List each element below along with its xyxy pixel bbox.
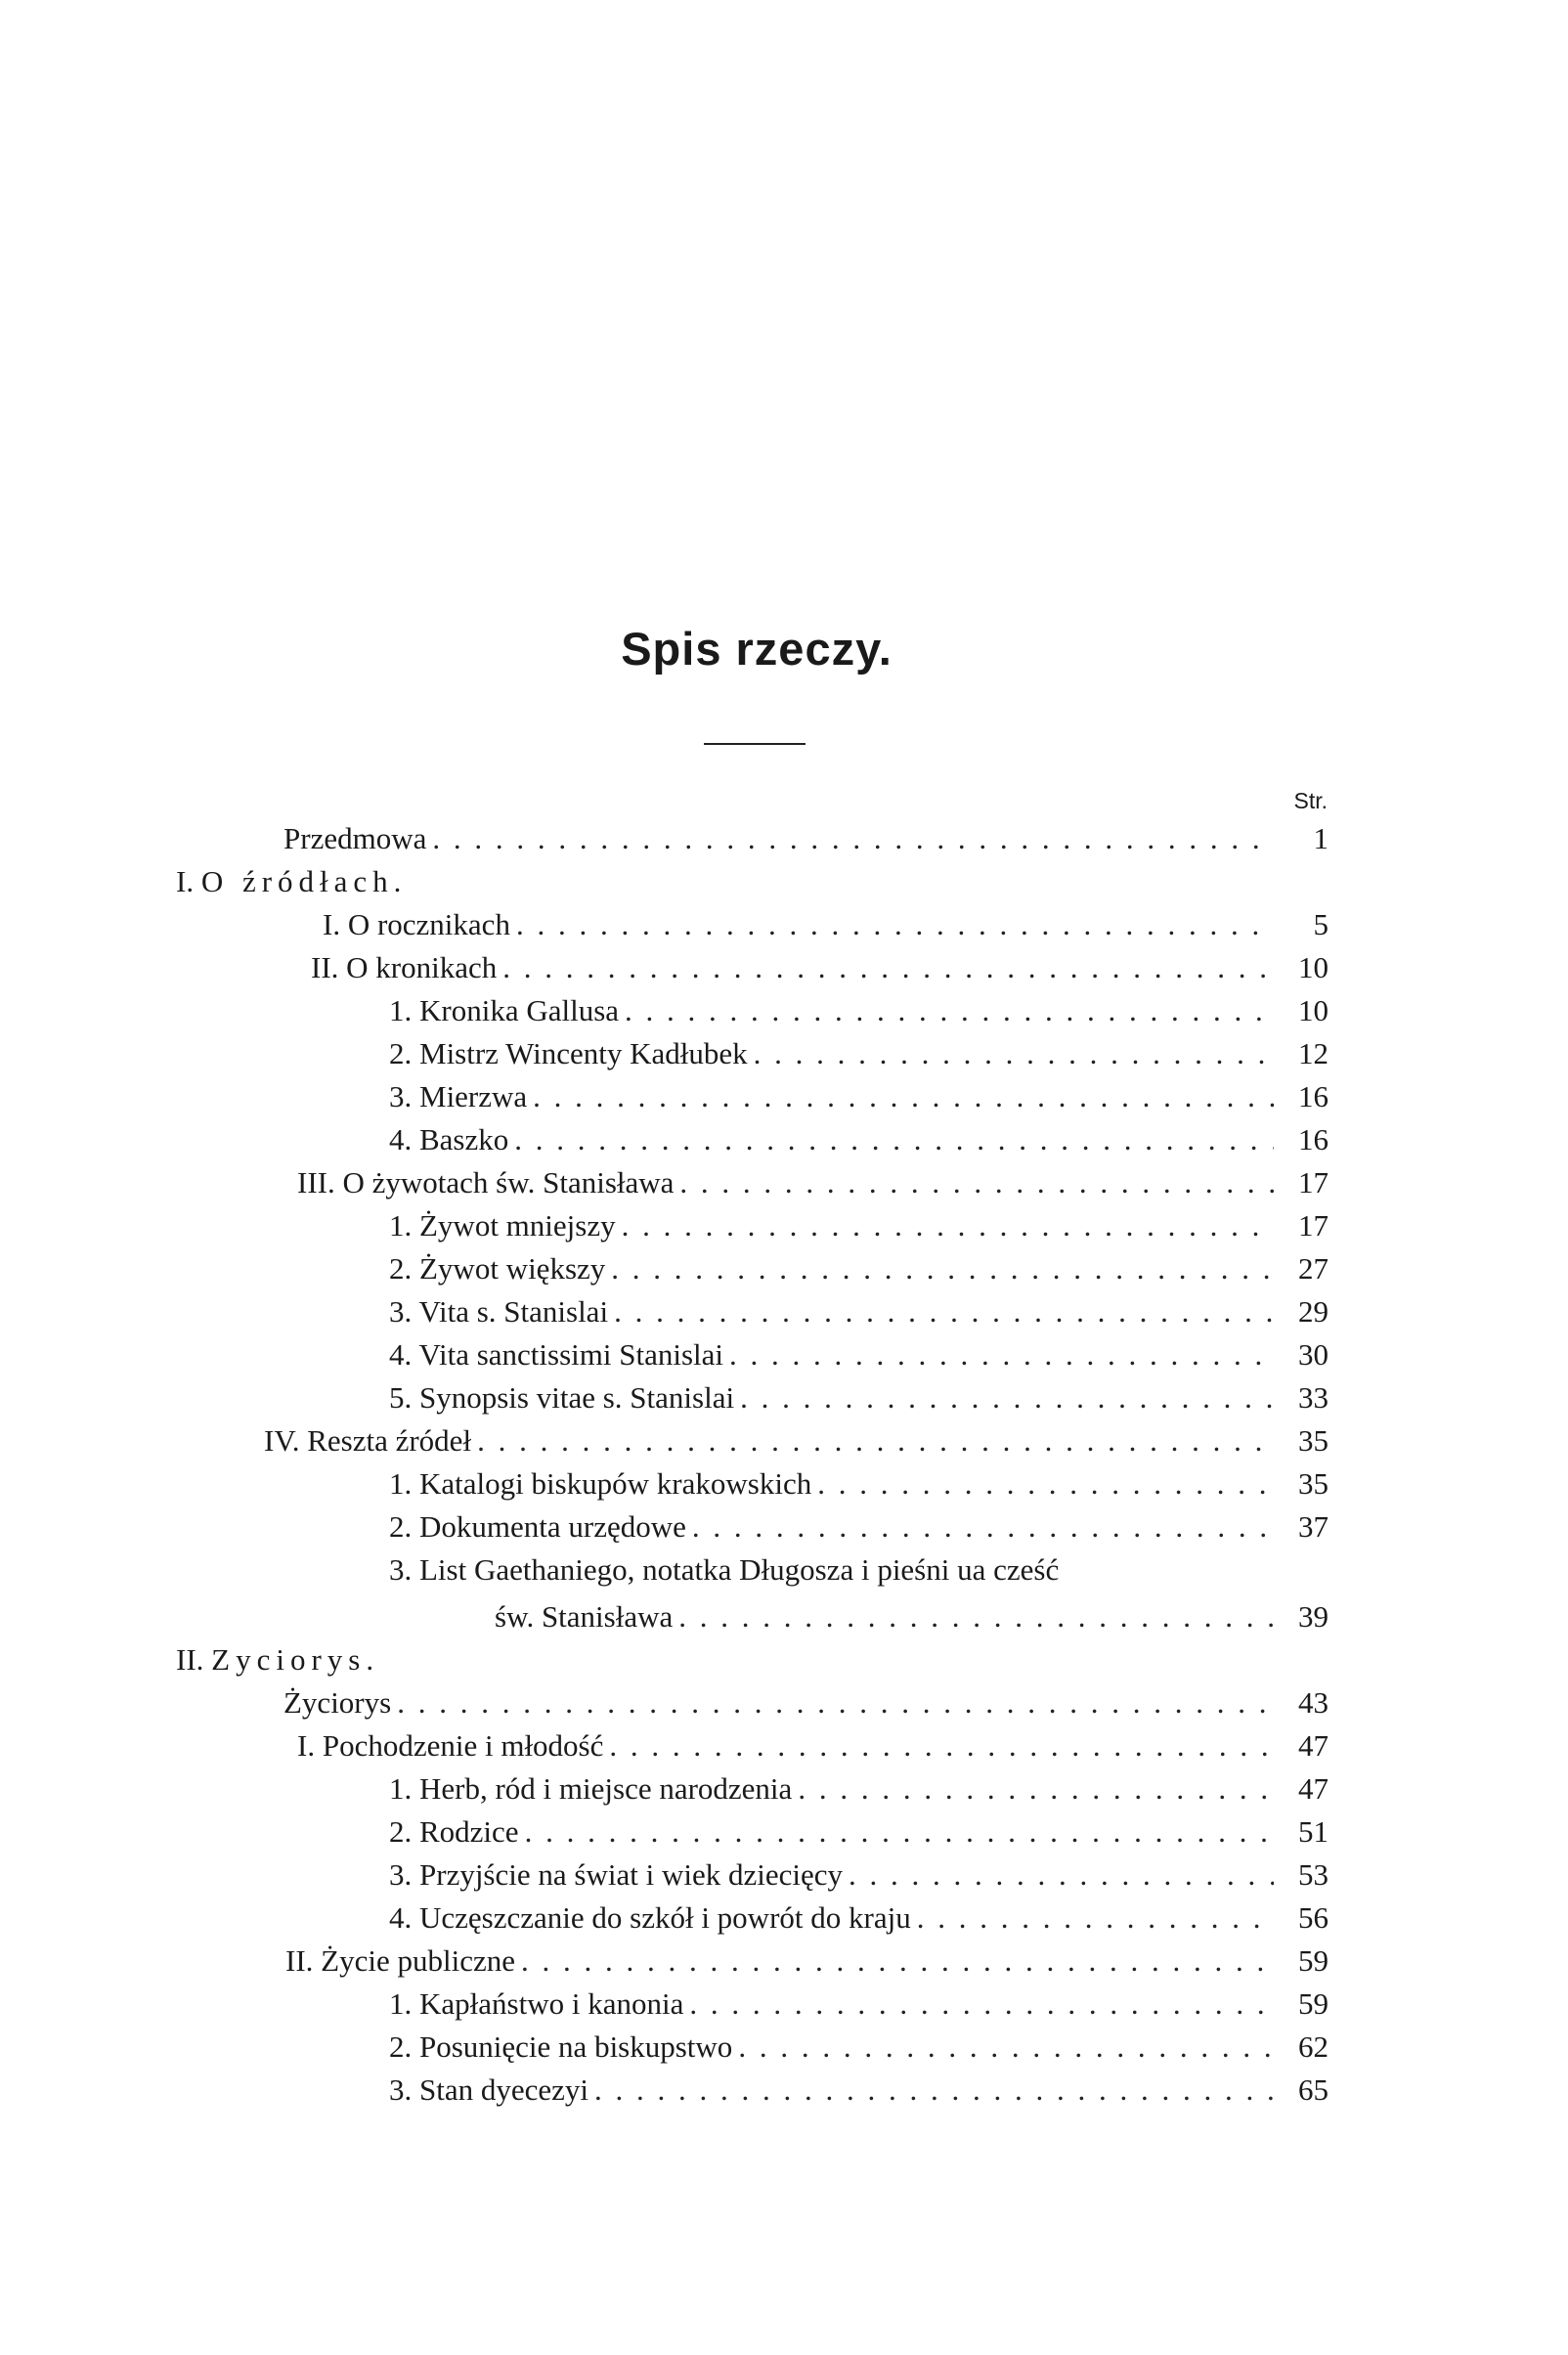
entry-page: 35 [1298,1423,1328,1458]
entry-label: Baszko [419,1122,509,1156]
entry-label: Vita s. Stanislai [418,1294,609,1329]
entry-number: 1. [389,993,413,1027]
entry-label-continuation: św. Stanisława [495,1599,674,1634]
toc-entry[interactable] [389,1292,1328,1331]
entry-page: 37 [1298,1509,1328,1544]
dot-leader [611,1249,1274,1288]
entry-number: II. [311,950,339,984]
dot-leader [740,1378,1274,1417]
entry-label: Reszta źródeł [307,1423,472,1458]
toc-entry[interactable] [389,1378,1328,1417]
entry-page: 47 [1298,1728,1328,1763]
dot-leader [609,1726,1274,1766]
toc-entry[interactable] [389,1812,1328,1852]
entry-number: 4. [389,1337,413,1372]
toc-entry[interactable] [323,905,1328,944]
toc-entry[interactable] [389,1984,1328,2024]
entry-page: 29 [1298,1294,1328,1329]
toc-entry[interactable] [389,1898,1328,1938]
toc-entry[interactable] [297,1726,1328,1766]
entry-label: Posunięcie na biskupstwo [419,2029,733,2064]
entry-page: 51 [1298,1814,1328,1849]
toc-entry[interactable] [389,1206,1328,1245]
entry-page: 16 [1298,1079,1328,1113]
entry-number: 3. [389,2072,413,2107]
entry-number: III. [297,1165,335,1199]
entry-page: 56 [1298,1900,1328,1935]
entry-page: 35 [1298,1466,1328,1501]
dot-leader [679,1163,1274,1202]
section-heading[interactable] [176,862,407,901]
dot-leader [754,1034,1274,1073]
entry-page: 30 [1298,1337,1328,1372]
section-heading[interactable] [176,1640,379,1679]
dot-leader [622,1206,1274,1245]
entry-label: Kronika Gallusa [419,993,620,1027]
dot-leader [738,2028,1274,2067]
dot-leader [521,1941,1274,1981]
dot-leader [516,905,1274,944]
entry-label: List Gaethaniego, notatka Długosza i pieśni ua cześć [419,1552,1060,1587]
entry-label: Katalogi biskupów krakowskich [419,1466,812,1501]
entry-label: Przyjście na świat i wiek dziecięcy [419,1857,843,1892]
dot-leader [849,1855,1274,1895]
toc-entry[interactable] [389,991,1328,1030]
toc-entry[interactable] [389,1077,1328,1116]
entry-number: 5. [389,1380,413,1415]
entry-page: 43 [1298,1685,1328,1720]
entry-page: 10 [1298,993,1328,1027]
toc-entry[interactable] [264,1421,1328,1461]
entry-label: Mierzwa [419,1079,528,1113]
entry-label: Dokumenta urzędowe [419,1509,686,1544]
dot-leader [432,819,1274,858]
toc-entry[interactable] [389,2028,1328,2067]
entry-number: 1. [389,1208,413,1243]
dot-leader [729,1335,1274,1374]
section-title: O źródłach. [200,864,408,898]
entry-page: 1 [1313,821,1328,855]
entry-page: 33 [1298,1380,1328,1415]
dot-leader [525,1812,1274,1852]
entry-label: Żywot większy [419,1251,606,1286]
toc-entry[interactable] [285,1941,1328,1981]
dot-leader [397,1683,1274,1723]
entry-page: 47 [1298,1771,1328,1806]
entry-number: 1. [389,1466,413,1501]
entry-label: Synopsis vitae s. Stanislai [419,1380,735,1415]
toc-entry[interactable] [389,1335,1328,1374]
entry-number: 2. [389,1036,413,1070]
entry-page: 17 [1298,1208,1328,1243]
toc-entry[interactable] [389,1855,1328,1895]
toc-entry[interactable] [283,1683,1328,1723]
entry-page: 59 [1298,1943,1328,1978]
toc-entry[interactable] [297,1163,1328,1202]
entry-label: Herb, ród i miejsce narodzenia [419,1771,793,1806]
section-number: II. [176,1642,204,1677]
entry-number: 3. [389,1552,413,1587]
toc-entry[interactable] [389,1464,1328,1504]
entry-page: 16 [1298,1122,1328,1156]
toc-entry[interactable] [389,2071,1328,2110]
entry-page: 62 [1298,2029,1328,2064]
toc-entry-first-line[interactable] [389,1550,1059,1590]
entry-number: IV. [264,1423,300,1458]
entry-label: Stan dyecezyi [419,2072,589,2107]
entry-page: 53 [1298,1857,1328,1892]
entry-page: 39 [1298,1599,1328,1634]
entry-label: Mistrz Wincenty Kadłubek [419,1036,748,1070]
dot-leader [614,1292,1274,1331]
toc-entry[interactable] [389,1120,1328,1159]
entry-number: II. [285,1943,314,1978]
entry-number: 1. [389,1986,413,2021]
toc-entry[interactable] [311,948,1328,987]
entry-label: Życie publiczne [321,1943,515,1978]
entry-label: Kapłaństwo i kanonia [419,1986,684,2021]
section-number: I. [176,864,195,898]
dot-leader [917,1898,1274,1938]
dot-leader [533,1077,1274,1116]
toc-entry[interactable] [283,819,1328,858]
page-title: Spis rzeczy. [621,623,893,675]
dot-leader [502,948,1274,987]
toc-entry[interactable] [495,1597,1328,1636]
entry-label: O kronikach [346,950,498,984]
entry-label: O żywotach św. Stanisława [342,1165,675,1199]
dot-leader [477,1421,1274,1461]
entry-label: Przedmowa [283,821,427,855]
dot-leader [625,991,1274,1030]
entry-label: Uczęszczanie do szkół i powrót do kraju [419,1900,911,1935]
entry-number: 4. [389,1122,413,1156]
dot-leader [798,1769,1274,1809]
entry-number: 2. [389,2029,413,2064]
entry-page: 27 [1298,1251,1328,1286]
entry-number: I. [297,1728,316,1763]
entry-number: 2. [389,1814,413,1849]
entry-label: O rocznikach [347,907,510,941]
dot-leader [689,1984,1274,2024]
entry-label: Żywot mniejszy [419,1208,616,1243]
entry-number: 2. [389,1251,413,1286]
entry-label: Pochodzenie i młodość [322,1728,604,1763]
entry-number: 3. [389,1857,413,1892]
entry-page: 17 [1298,1165,1328,1199]
section-title: Zyciorys. [211,1642,380,1677]
entry-number: 4. [389,1900,413,1935]
entry-number: 2. [389,1509,413,1544]
dot-leader [692,1507,1274,1547]
entry-page: 65 [1298,2072,1328,2107]
dot-leader [594,2071,1274,2110]
entry-page: 12 [1298,1036,1328,1070]
dot-leader [514,1120,1274,1159]
entry-page: 10 [1298,950,1328,984]
entry-label: Życiorys [283,1685,392,1720]
entry-number: 3. [389,1294,413,1329]
entry-number: 3. [389,1079,413,1113]
dot-leader [678,1597,1274,1636]
entry-label: Vita sanctissimi Stanislai [418,1337,724,1372]
entry-page: 5 [1313,907,1328,941]
toc-entry[interactable] [389,1769,1328,1809]
page-column-label: Str. [1293,788,1328,813]
toc-entry[interactable] [389,1507,1328,1547]
entry-label: Rodzice [419,1814,519,1849]
toc-entry[interactable] [389,1034,1328,1073]
entry-number: I. [323,907,341,941]
entry-number: 1. [389,1771,413,1806]
dot-leader [817,1464,1274,1504]
entry-page: 59 [1298,1986,1328,2021]
toc-entry[interactable] [389,1249,1328,1288]
